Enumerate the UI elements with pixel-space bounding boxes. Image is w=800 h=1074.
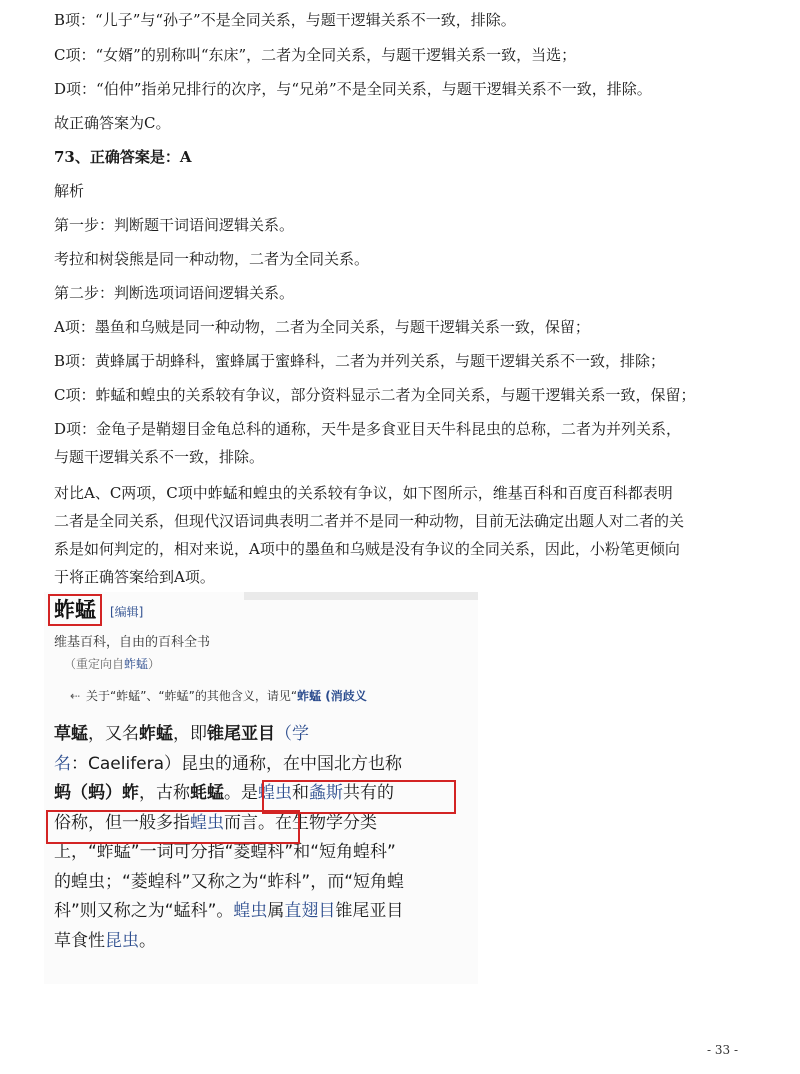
hatnote: ⇠ 关于“蚱蜢”、“蚱蜢”的其他含义，请见“蚱蜢 (消歧义 xyxy=(70,689,367,703)
text-line: 考拉和树袋熊是同一种动物，二者为全同关系。 xyxy=(54,250,370,268)
page-number: - 33 - xyxy=(706,1043,738,1057)
article-title: 蚱蜢 xyxy=(54,598,96,622)
text-line: 系是如何判定的，相对来说，A项中的墨鱼和乌贼是没有争议的全同关系，因此，小粉笔更倾向 xyxy=(54,540,680,558)
text-line: 对比A、C两项，C项中蚱蜢和蝗虫的关系较有争议，如下图所示，维基百科和百度百科都表明 xyxy=(54,484,673,502)
text-line: A项：墨鱼和乌贼是同一种动物，二者为全同关系，与题干逻辑关系一致，保留； xyxy=(54,318,590,336)
insect-link[interactable]: 昆虫 xyxy=(105,930,139,951)
text-line: 与题干逻辑关系不一致，排除。 xyxy=(54,448,265,466)
highlight-box xyxy=(262,780,456,814)
text-line: 解析 xyxy=(54,182,85,200)
text-line: 于将正确答案给到A项。 xyxy=(54,568,215,586)
text-line: 第一步：判断题干词语间逻辑关系。 xyxy=(54,216,295,234)
redirect-note: （重定向自蚱蜢） xyxy=(64,657,161,671)
locust-link[interactable]: 蝗虫 xyxy=(233,901,268,921)
text-line: 故正确答案为C。 xyxy=(54,114,171,132)
text-line: C项：“女婿”的别称叫“东床”，二者为全同关系，与题干逻辑关系一致，当选； xyxy=(54,46,577,64)
text-line: D项：“伯仲”指弟兄排行的次序，与“兄弟”不是全同关系，与题干逻辑关系不一致，排除。 xyxy=(54,80,652,98)
scientific-name-link[interactable]: 学 xyxy=(292,724,309,744)
article-body: 草蜢，又名蚱蜢，即锥尾亚目（学 名：Caelifera）昆虫的通称，在中国北方也称 蚂（蚂）蚱，古称蚝蜢。是蝗虫和螽斯共有的 俗称，但一般多指蝗虫而言。在生物学分类 上，“蚱蜢”一词可分指“菱蝗科”和“短角蝗科” 的蝗虫；“菱蝗科”又称之为“蚱科”，而“短角蝗 科”则又称之为“蜢科”。蝗虫属直翅目锥尾亚目 草食性昆虫。 xyxy=(54,724,405,951)
locust-link[interactable]: 蝗虫 xyxy=(258,783,292,803)
locust-link[interactable]: 蝗虫 xyxy=(190,812,224,833)
article-subtitle: 维基百科，自由的百科全书 xyxy=(54,635,211,650)
katydid-link[interactable]: 螽斯 xyxy=(309,783,343,803)
cropped-header-fragment xyxy=(244,592,478,600)
text-line: 第二步：判断选项词语间逻辑关系。 xyxy=(54,284,295,302)
edit-link[interactable]: [编辑] xyxy=(110,605,144,619)
text-line: C项：蚱蜢和蝗虫的关系较有争议，部分资料显示二者为全同关系，与题干逻辑关系一致，保留； xyxy=(54,386,696,404)
wikipedia-screenshot xyxy=(44,592,478,984)
orthoptera-link[interactable]: 直翅目 xyxy=(284,901,336,921)
disambiguation-icon: ⇠ xyxy=(70,689,81,703)
text-line: B项：黄蜂属于胡蜂科，蜜蜂属于蜜蜂科，二者为并列关系，与题干逻辑关系不一致，排除； xyxy=(54,352,666,370)
question-heading: 73、正确答案是：A xyxy=(54,148,192,166)
disambiguation-link[interactable]: 蚱蜢 (消歧义 xyxy=(297,689,367,703)
highlight-box xyxy=(46,810,300,844)
text-line: B项：“儿子”与“孙子”不是全同关系，与题干逻辑关系不一致，排除。 xyxy=(54,11,516,29)
redirect-link[interactable]: 蚱蜢 xyxy=(124,657,149,671)
text-line: D项：金龟子是鞘翅目金龟总科的通称，天牛是多食亚目天牛科昆虫的总称，二者为并列关系， xyxy=(54,420,682,438)
text-line: 二者是全同关系，但现代汉语词典表明二者并不是同一种动物，目前无法确定出题人对二者的关 xyxy=(54,512,685,530)
